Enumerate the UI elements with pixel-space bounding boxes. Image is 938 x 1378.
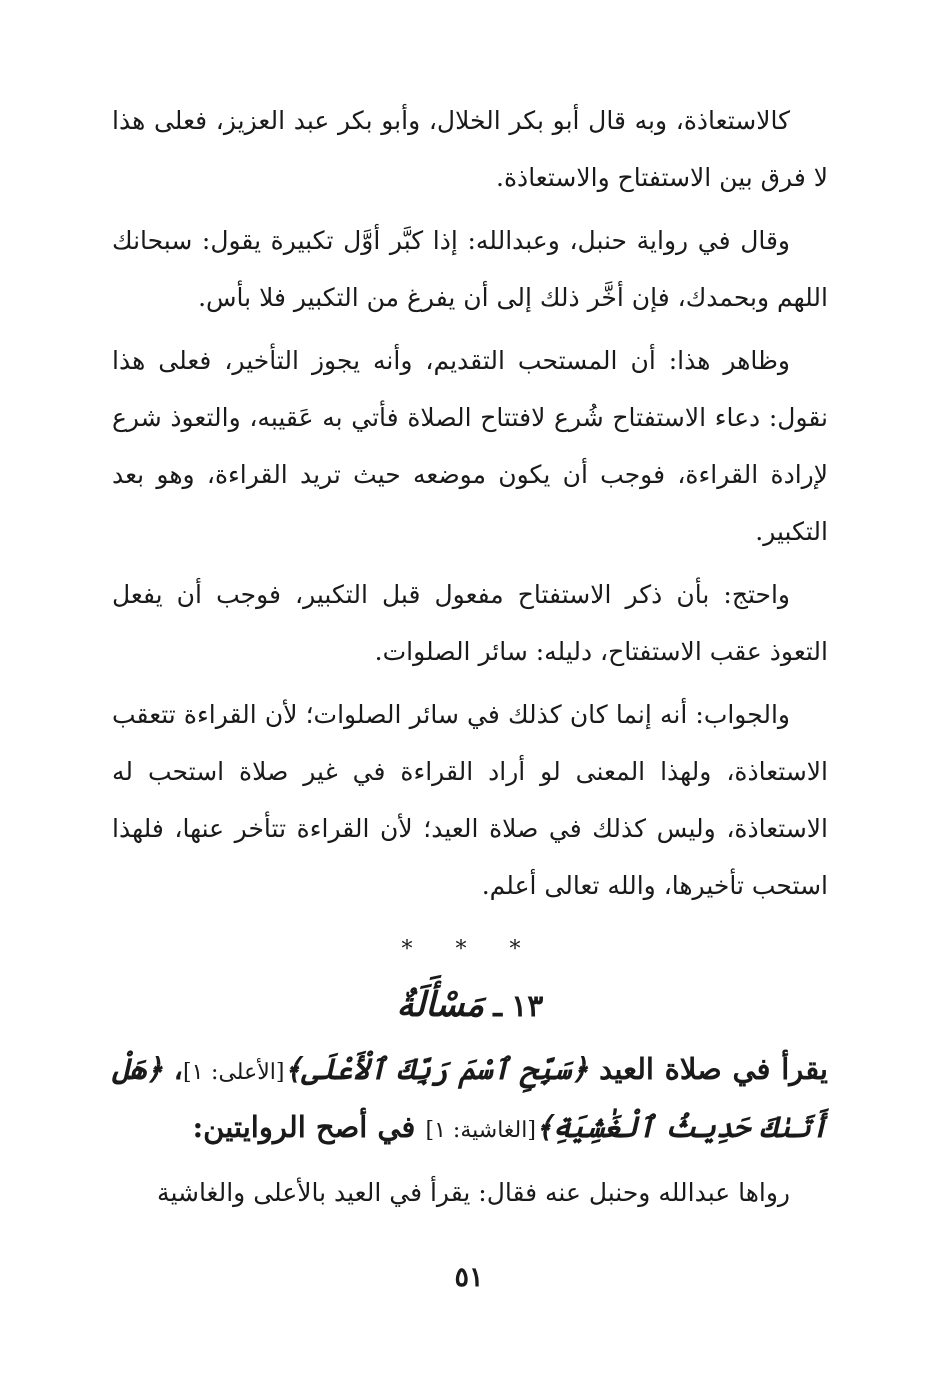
heading-comma: ، bbox=[162, 1052, 184, 1086]
section-separator: * * * bbox=[401, 937, 539, 962]
paragraph-4: واحتج: بأن ذكر الاستفتاح مفعول قبل التكبير، فوجب أن يفعل التعوذ عقب الاستفتاح، دليله: سائر الصلوات. bbox=[112, 580, 828, 666]
page-number: ٥١ bbox=[454, 1262, 484, 1293]
quran-verse-1: ﴿سَبِّحِ ٱسْمَ رَبِّكَ ٱلْأَعْلَى﴾ bbox=[284, 1052, 589, 1086]
issue-heading bbox=[112, 1042, 828, 1158]
heading-part-1: يقرأ في صلاة العيد bbox=[599, 1052, 829, 1086]
issue-word: مَسْأَلَةٌ bbox=[396, 985, 485, 1025]
verse-reference-1: [الأعلى: ١] bbox=[183, 1060, 285, 1085]
page-body bbox=[112, 92, 828, 1221]
paragraph-2: وقال في رواية حنبل، وعبدالله: إذا كبَّر أوَّل تكبيرة يقول: سبحانك اللهم وبحمدك، فإن أخَّر ذلك إلى أن يفرغ من التكبير فلا بأس. bbox=[112, 226, 828, 312]
paragraph-1: كالاستعاذة، وبه قال أبو بكر الخلال، وأبو بكر عبد العزيز، فعلى هذا لا فرق بين الاستفتاح والاستعاذة. bbox=[112, 106, 828, 192]
closing-paragraph: رواها عبدالله وحنبل عنه فقال: يقرأ في العيد بالأعلى والغاشية bbox=[157, 1178, 790, 1207]
heading-part-2: في أصح الروايتين: bbox=[192, 1110, 426, 1144]
paragraph-5: والجواب: أنه إنما كان كذلك في سائر الصلوات؛ لأن القراءة تتعقب الاستعاذة، ولهذا المعنى لو أراد القراءة في غير صلاة استحب له الاستعاذة، وليس كذلك في صلاة العيد؛ لأن القراءة تتأخر عنها، فلهذا استحب تأخيرها، والله تعالى أعلم. bbox=[112, 700, 828, 900]
quran-verse-2: ﴿هَلْ أَتَىٰكَ حَدِيثُ ٱلْغَٰشِيَةِ﴾ bbox=[112, 1052, 828, 1144]
issue-number: ١٣ bbox=[511, 989, 544, 1024]
issue-dash: ـ bbox=[493, 989, 503, 1024]
paragraph-3: وظاهر هذا: أن المستحب التقديم، وأنه يجوز التأخير، فعلى هذا نقول: دعاء الاستفتاح شُرع لافتتاح الصلاة فأتي به عَقيبه، والتعوذ شرع لإرادة القراءة، فوجب أن يكون موضعه حيث تريد القراءة، وهو بعد التكبير. bbox=[112, 346, 828, 546]
verse-reference-2: [الغاشية: ١] bbox=[425, 1118, 536, 1143]
issue-title bbox=[112, 978, 828, 1032]
